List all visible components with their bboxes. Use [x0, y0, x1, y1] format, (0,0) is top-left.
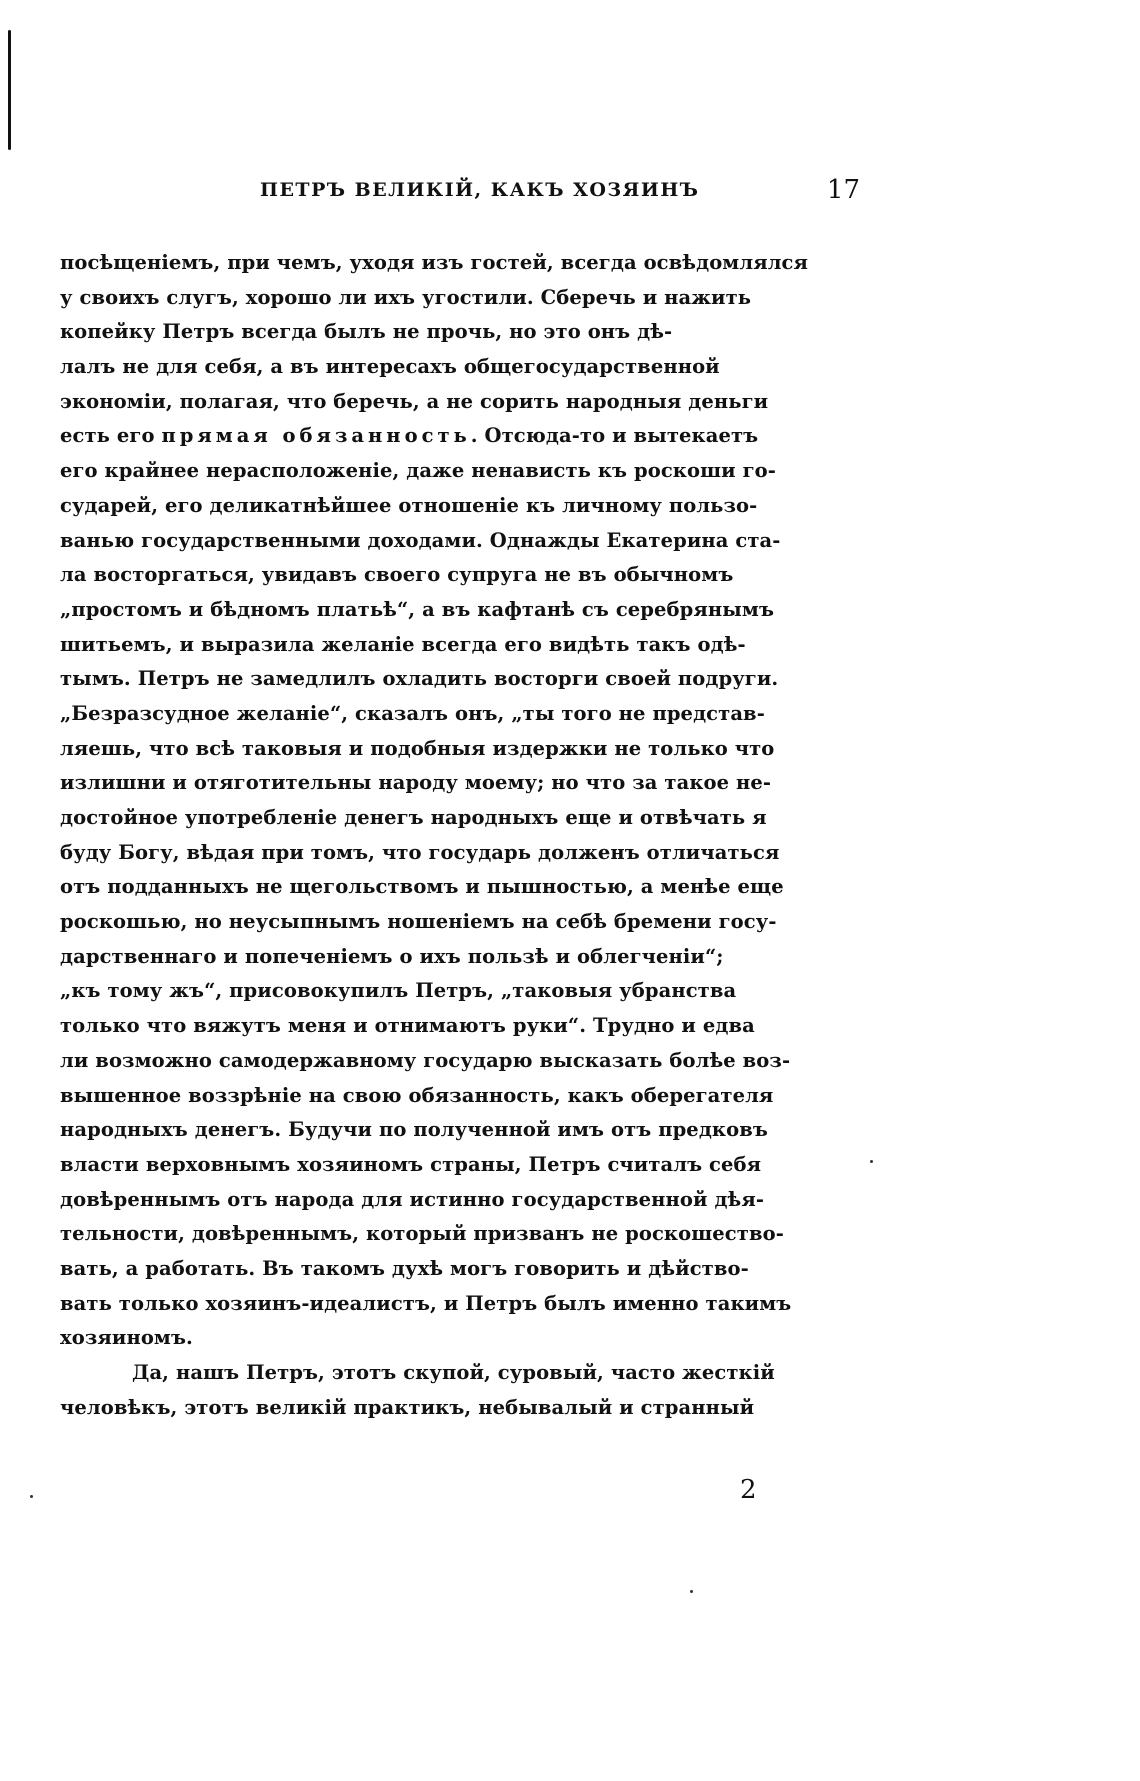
scan-speck: [870, 1160, 873, 1163]
text-line: „простомъ и бѣдномъ платьѣ“, а въ кафтанѣ съ серебрянымъ: [60, 597, 775, 621]
text-line: Да, нашъ Петръ, этотъ скупой, суровый, часто жесткій: [132, 1361, 775, 1384]
text-line: ли возможно самодержавному государю высказать болѣе воз-: [60, 1048, 791, 1072]
text-fragment: . Отсюда-то и вытекаетъ: [470, 424, 759, 448]
text-line: только что вяжутъ меня и отнимаютъ руки“. Трудно и едва: [60, 1014, 755, 1038]
text-line: у своихъ слугъ, хорошо ли ихъ угостили. Сберечь и нажить: [60, 285, 752, 309]
signature-mark: 2: [740, 1475, 757, 1505]
text-line: [60, 419, 860, 454]
text-line: отъ подданныхъ не щегольствомъ и пышностью, а менѣе еще: [60, 875, 784, 899]
text-line: „къ тому жъ“, присовокупилъ Петръ, „таковыя убранства: [60, 979, 737, 1003]
text-line: тельности, довѣреннымъ, который призванъ не роскошество-: [60, 1222, 784, 1246]
text-line: дарственнаго и попеченіемъ о ихъ пользѣ и облегченіи“;: [60, 944, 724, 968]
text-line: человѣкъ, этотъ великій практикъ, небывалый и странный: [60, 1395, 755, 1419]
scan-edge: [8, 30, 11, 150]
text-line: вышенное воззрѣніе на свою обязанность, какъ оберегателя: [60, 1083, 774, 1107]
text-line: вать, а работать. Въ такомъ духѣ могъ говорить и дѣйство-: [60, 1256, 749, 1280]
scan-speck: [30, 1495, 33, 1498]
text-line: его крайнее нерасположеніе, даже ненависть къ роскоши го-: [60, 459, 776, 483]
text-line: шитьемъ, и выразила желаніе всегда его видѣть такъ одѣ-: [60, 632, 746, 656]
spaced-phrase: прямая обязанность: [161, 424, 471, 448]
text-fragment: есть его: [60, 424, 162, 448]
text-line: тымъ. Петръ не замедлилъ охладить восторги своей подруги.: [60, 667, 779, 691]
text-line: копейку Петръ всегда былъ не прочь, но это онъ дѣ-: [60, 320, 673, 344]
page-number: 17: [826, 175, 860, 205]
text-line: хозяиномъ.: [60, 1326, 193, 1350]
text-line: лалъ не для себя, а въ интересахъ общегосударственной: [60, 355, 720, 379]
text-line: власти верховнымъ хозяиномъ страны, Петръ считалъ себя: [60, 1152, 762, 1176]
scan-speck: [690, 1590, 693, 1593]
text-line: буду Богу, вѣдая при томъ, что государь долженъ отличаться: [60, 840, 780, 864]
text-line: роскошью, но неусыпнымъ ношеніемъ на себѣ бремени госу-: [60, 910, 777, 934]
text-line: вать только хозяинъ-идеалистъ, и Петръ былъ именно такимъ: [60, 1291, 792, 1315]
text-line: посѣщеніемъ, при чемъ, уходя изъ гостей, всегда освѣдомлялся: [60, 251, 809, 274]
text-line: довѣреннымъ отъ народа для истинно государственной дѣя-: [60, 1187, 765, 1211]
text-line: достойное употребленіе денегъ народныхъ еще и отвѣчать я: [60, 806, 767, 829]
text-line: ла восторгаться, увидавъ своего супруга не въ обычномъ: [60, 563, 734, 587]
text-line: народныхъ денегъ. Будучи по полученной имъ отъ предковъ: [60, 1118, 768, 1142]
text-line: „Безразсудное желаніе“, сказалъ онъ, „ты того не представ-: [60, 701, 765, 725]
text-line: ванью государственными доходами. Однажды Екатерина ста-: [60, 528, 781, 552]
text-line: сударей, его деликатнѣйшее отношеніе къ личному пользо-: [60, 493, 758, 517]
text-line: экономіи, полагая, что беречь, а не сорить народныя деньги: [60, 389, 769, 413]
running-title: ПЕТРЪ ВЕЛИКІЙ, КАКЪ ХОЗЯИНЪ: [260, 179, 700, 201]
text-line: излишни и отяготительны народу моему; но что за такое не-: [60, 771, 772, 795]
body-text: [60, 246, 860, 1425]
text-line: ляешь, что всѣ таковыя и подобныя издержки не только что: [60, 736, 775, 760]
running-head: [60, 175, 860, 211]
